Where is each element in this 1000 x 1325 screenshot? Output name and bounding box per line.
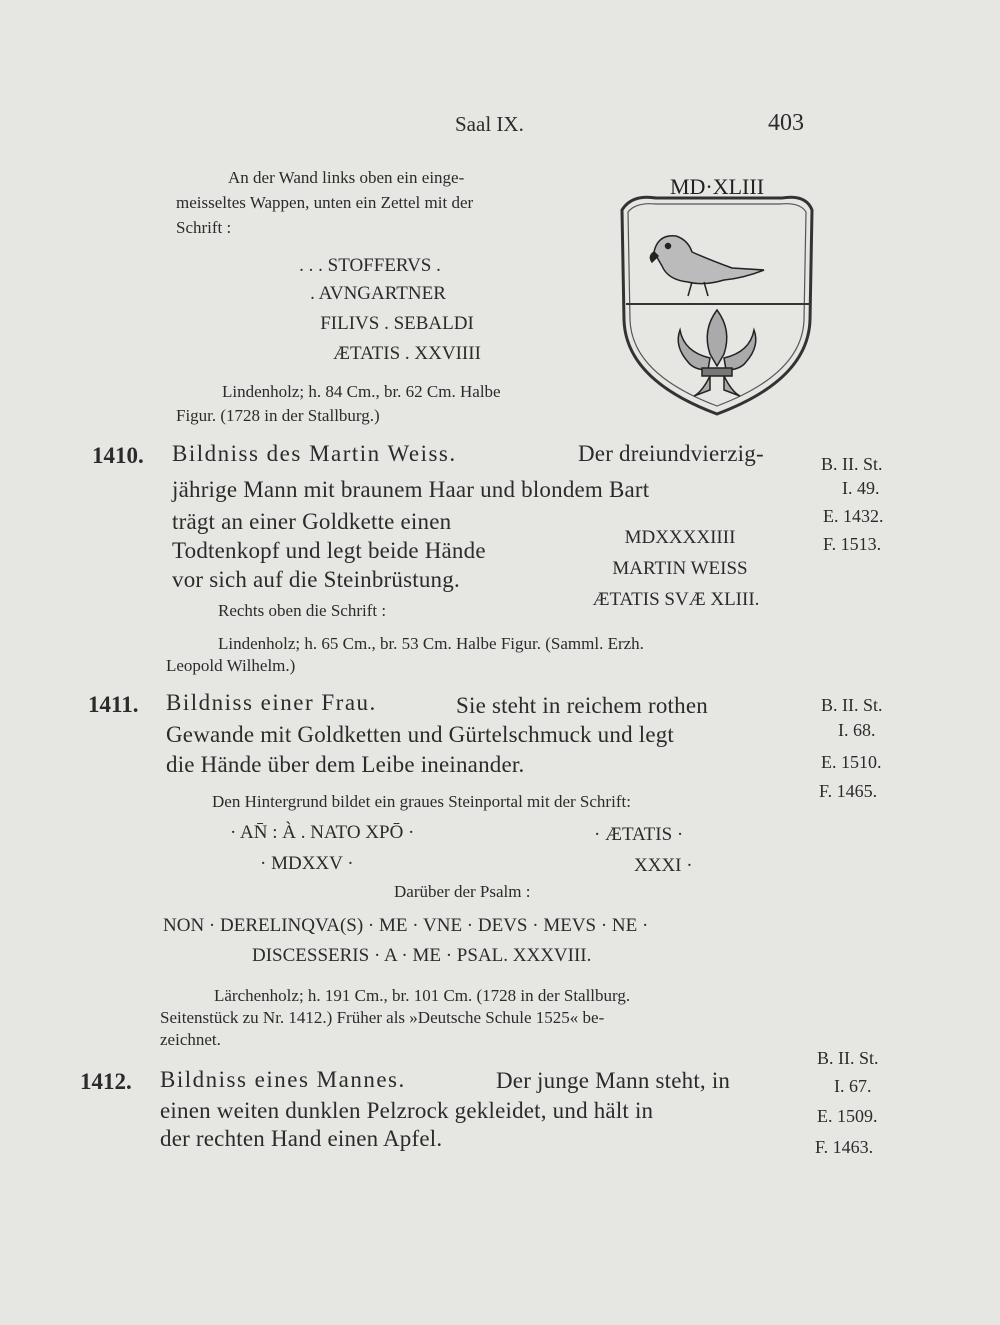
inscription-line: . AVNGARTNER: [310, 283, 446, 304]
entry-text-line: einen weiten dunklen Pelzrock gekleidet, und hält in: [160, 1098, 654, 1123]
entry-text-line: Todtenkopf und legt beide Hände: [172, 538, 486, 563]
reference: I. 49.: [842, 478, 880, 498]
psalm-line: DISCESSERIS · A · ME · PSAL. XXXVIII.: [252, 945, 592, 966]
entry-number: 1410.: [92, 443, 144, 468]
inscription-line: · MDXXV ·: [260, 853, 354, 874]
entry-text-line: trägt an einer Goldkette einen: [172, 509, 452, 534]
psalm-line: NON · DERELINQVA(S) · ME · VNE · DEVS · MEVS · NE ·: [163, 915, 649, 936]
running-head: Saal IX.: [455, 112, 524, 136]
entry-text-line: der rechten Hand einen Apfel.: [160, 1126, 443, 1151]
entry-number: 1411.: [88, 692, 139, 717]
reference: I. 68.: [838, 720, 876, 740]
psalm-intro: Darüber der Psalm :: [394, 882, 531, 901]
inscription-line: MARTIN WEISS: [612, 558, 748, 579]
reference: F. 1513.: [823, 534, 882, 554]
note-line: Seitenstück zu Nr. 1412.) Früher als »Deutsche Schule 1525« be-: [160, 1008, 605, 1027]
inscription-line: FILIVS . SEBALDI: [320, 313, 474, 334]
entry-text-line: Der junge Mann steht, in: [496, 1068, 731, 1093]
inscription-line: . . . STOFFERVS .: [299, 255, 441, 276]
entry-text-line: Der dreiundvierzig-: [578, 441, 764, 466]
entry-number: 1412.: [80, 1069, 132, 1094]
reference: F. 1465.: [819, 781, 878, 801]
intro-line: Schrift :: [176, 218, 232, 237]
inscription-line: ÆTATIS SVÆ XLIII.: [592, 589, 760, 610]
reference: I. 67.: [834, 1076, 872, 1096]
note-line: Lärchenholz; h. 191 Cm., br. 101 Cm. (1728 in der Stallburg.: [214, 986, 631, 1005]
entry-title: Bildniss des Martin Weiss.: [172, 441, 457, 466]
reference: B. II. St.: [821, 454, 883, 474]
inscription-line: XXXI ·: [634, 855, 693, 876]
entry-title: Bildniss einer Frau.: [166, 690, 377, 715]
note-line: zeichnet.: [160, 1030, 221, 1049]
inscription-line: · ÆTATIS ·: [594, 824, 684, 845]
note-line: Figur. (1728 in der Stallburg.): [176, 406, 380, 425]
entry-text-line: die Hände über dem Leibe ineinander.: [166, 752, 525, 777]
parrot-icon: [650, 236, 764, 296]
note-line: Leopold Wilhelm.): [166, 656, 296, 675]
reference: E. 1510.: [821, 752, 882, 772]
inscription-line: ÆTATIS . XXVIIII: [333, 343, 481, 364]
note-line: Lindenholz; h. 84 Cm., br. 62 Cm. Halbe: [222, 382, 501, 401]
shield-outline: [622, 197, 812, 414]
inscription-line: MDXXXXIIII: [624, 527, 736, 548]
entry-text-line: jährige Mann mit braunem Haar und blondem Bart: [172, 477, 650, 502]
entry-text-line: Gewande mit Goldketten und Gürtelschmuck und legt: [166, 722, 675, 747]
intro-line: An der Wand links oben ein einge-: [228, 168, 465, 187]
page-number: 403: [768, 110, 804, 136]
reference: F. 1463.: [815, 1137, 874, 1157]
intro-line: meisseltes Wappen, unten ein Zettel mit der: [176, 193, 474, 212]
inscription-intro: Rechts oben die Schrift :: [218, 601, 387, 620]
fleur-de-lis-icon: [678, 310, 756, 396]
reference: E. 1432.: [823, 506, 884, 526]
crest-inscription: MD·XLIII: [669, 174, 765, 199]
entry-text-line: Sie steht in reichem rothen: [456, 693, 708, 718]
reference: B. II. St.: [821, 695, 883, 715]
coat-of-arms-image: [614, 170, 820, 420]
reference: E. 1509.: [817, 1106, 878, 1126]
note-line: Lindenholz; h. 65 Cm., br. 53 Cm. Halbe Figur. (Samml. Erzh.: [218, 634, 644, 653]
reference: B. II. St.: [817, 1048, 879, 1068]
inscription-line: · AN̄ : À . NATO XPŌ ·: [230, 822, 415, 843]
entry-title: Bildniss eines Mannes.: [160, 1067, 406, 1092]
entry-text-line: vor sich auf die Steinbrüstung.: [172, 567, 460, 592]
inscription-intro: Den Hintergrund bildet ein graues Steinportal mit der Schrift:: [212, 792, 631, 811]
